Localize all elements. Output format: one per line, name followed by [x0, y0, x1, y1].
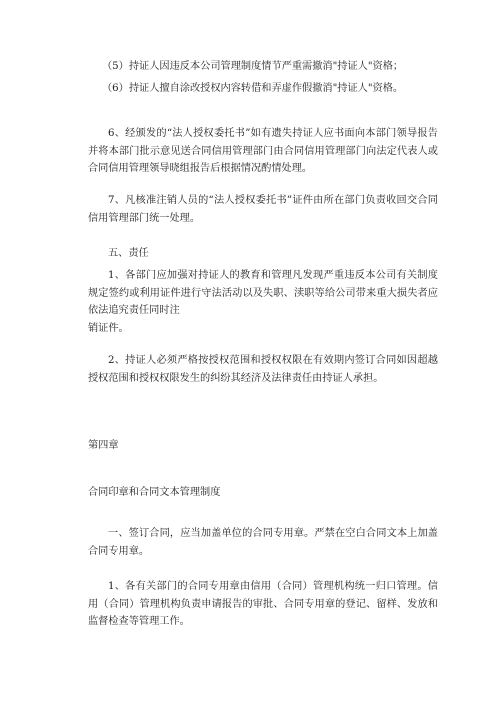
seal-paragraph-2: 1、各有关部门的合同专用章由信用（合同）管理机构统一归口管理。信用（合同）管理机构负责申请报告的审批、合同专用章的登记、留样、发放和监督检查等管理工作。 — [88, 581, 438, 627]
paragraph-6: 6、经颁发的“法人授权委托书”如有遗失持证人应书面向本部门领导报告并将本部门批示意见送合同信用管理部门由合同信用管理部门向法定代表人或合同信用管理领导晓组报告后根据情况酌情处理。 — [88, 128, 438, 174]
seal-paragraph-1: 一、签订合同，应当加盖单位的合同专用章。严禁在空白合同文本上加盖合同专用章。 — [88, 528, 438, 557]
chapter-number: 第四章 — [88, 440, 119, 451]
paragraph-7: 7、凡核准注销人员的“法人授权委托书”证件由所在部门负责收回交合同信用管理部门统一处理。 — [88, 195, 438, 224]
responsibility-paragraph-1: 1、各部门应加强对持证人的教育和管理凡发现严重违反本公司有关制度规定签约或利用证件进行守法活动以及失职、渎职等给公司带来重大损失者应依法追究责任同时注 — [88, 270, 438, 316]
list-item-5: （5）持证人因违反本公司管理制度情节严重需撤消"持证人"资格； — [102, 61, 404, 72]
list-item-6: （6）持证人擅自涂改授权内容转借和弄虚作假撤消"持证人"资格。 — [102, 83, 404, 94]
chapter-title: 合同印章和合同文本管理制度 — [88, 487, 221, 498]
responsibility-paragraph-2: 2、持证人必须严格按授权范围和授权权限在有效期内签订合同如因超越授权范围和授权权限发生的纠纷其经济及法律责任由持证人承担。 — [88, 355, 438, 384]
responsibility-paragraph-1-continued: 销证件。 — [88, 323, 129, 334]
section-heading-responsibility: 五、责任 — [108, 248, 149, 259]
